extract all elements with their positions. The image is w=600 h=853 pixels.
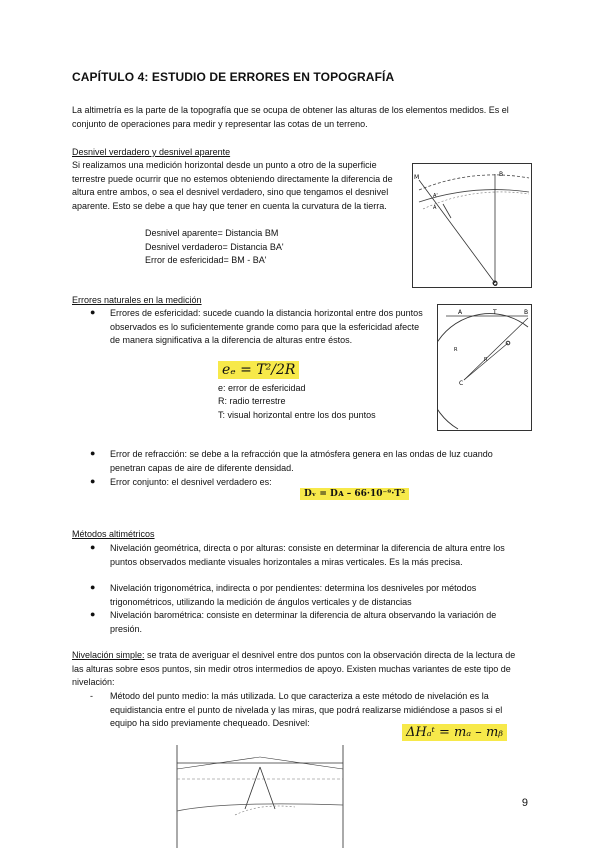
bullet-icon: ● — [90, 542, 96, 552]
bullet-nivelacion-geometrica: Nivelación geométrica, directa o por alturas: consiste en determinar la diferencia de altura entre los puntos observados mediante visuales horizontales a miras verticales. Es la más precisa. — [110, 543, 505, 567]
page-number: 9 — [521, 797, 528, 809]
fig1-label-a: A — [433, 205, 437, 211]
bullet-error-esfericidad: Errores de esfericidad: sucede cuando la distancia horizontal entre dos puntos observados es lo suficientemente grande como para que la esfericidad afecte de manera significativa a la diferencia de alturas entre éstos. — [110, 308, 423, 346]
formula-desnivel-punto-medio: ΔHₐᵗ = mₐ – mᵦ — [402, 724, 507, 741]
fig2-label-c: C — [459, 380, 464, 387]
bullet-icon: ● — [90, 609, 96, 619]
fig2-label-t: T — [493, 309, 497, 316]
bullet-icon: ● — [90, 307, 96, 317]
dash-marker: - — [90, 691, 93, 701]
definition-r: R: radio terrestre — [218, 396, 286, 406]
fig2-label-b: B — [524, 309, 529, 316]
section-heading-desnivel: Desnivel verdadero y desnivel aparente — [72, 147, 231, 157]
figure-nivelacion-diagram — [165, 745, 355, 848]
fig1-label-o: O — [493, 281, 498, 287]
section-heading-nivelacion-simple: Nivelación simple: — [72, 650, 145, 660]
desnivel-paragraph: Si realizamos una medición horizontal desde un punto a otro de la superficie terrestre puede ocurrir que no estemos obteniendo directamente la diferencia de altura entre ambos, o sea el desnivel verdadero, sino que tengamos el desnivel aparente. Esto se debe a que hay que tener en cuenta la curvatura de la tierra. — [72, 160, 393, 211]
intro-paragraph: La altimetría es la parte de la topografía que se ocupa de obtener las alturas de los elementos medidos. Es el conjunto de operaciones para medir y representar las cotas de un terreno. — [72, 105, 509, 129]
bullet-nivelacion-barometrica: Nivelación barométrica: consiste en determinar la diferencia de altura observando la variación de presión. — [110, 610, 497, 634]
formula-desnivel-verdadero: Dᵥ = Dᴀ – 66·10⁻⁹·T² — [300, 488, 409, 500]
fig2-label-r2: R — [484, 357, 488, 363]
figure-desnivel-diagram — [412, 163, 532, 288]
bullet-error-refraccion: Error de refracción: se debe a la refracción que la atmósfera genera en las ondas de luz cuando penetran capas de aire de diferente densidad. — [110, 449, 493, 473]
bullet-nivelacion-trigonometrica: Nivelación trigonométrica, indirecta o por pendientes: determina los desniveles por métodos trigonométricos, utilizando la medición de ángulos verticales y de distancias — [110, 583, 477, 607]
figure-esfericidad-diagram — [437, 304, 532, 431]
section-heading-metodos: Métodos altimétricos — [72, 529, 155, 539]
definition-e: e: error de esfericidad — [218, 383, 306, 393]
fig1-label-b: B — [499, 171, 504, 178]
fig1-label-a-prime: A' — [433, 193, 438, 199]
equation-error-esfericidad: Error de esfericidad= BM - BA' — [145, 255, 267, 265]
fig1-label-m: M — [414, 174, 420, 181]
nivelacion-simple-text: se trata de averiguar el desnivel entre dos puntos con la observación directa de la lectura de las alturas sobre esos puntos, sin medir otros intermedios de apoyo. Existen muchas variantes de este tipo de nivelación: — [72, 650, 516, 688]
page-title: CAPÍTULO 4: ESTUDIO DE ERRORES EN TOPOGRAFÍA — [72, 70, 395, 84]
section-heading-errores-naturales: Errores naturales en la medición — [72, 295, 202, 305]
fig2-label-a: A — [458, 309, 463, 316]
nivelacion-simple-paragraph — [72, 649, 522, 690]
bullet-error-conjunto: Error conjunto: el desnivel verdadero es: — [110, 477, 272, 487]
fig2-label-r1: R — [454, 347, 458, 353]
formula-esfericidad: eₑ = T²/2R — [218, 361, 299, 379]
equation-desnivel-aparente: Desnivel aparente= Distancia BM — [145, 228, 279, 238]
definition-t: T: visual horizontal entre los dos puntos — [218, 410, 376, 420]
equation-desnivel-verdadero: Desnivel verdadero= Distancia BA' — [145, 242, 284, 252]
bullet-icon: ● — [90, 476, 96, 486]
item-metodo-punto-medio: Método del punto medio: la más utilizada. Lo que caracteriza a este método de nivelación es la equidistancia entre el punto de nivelada y las miras, que podrá realizarse midiéndose a pasos si el equipo ha sido previamente chequeado. Desnivel: — [110, 691, 503, 729]
bullet-icon: ● — [90, 448, 96, 458]
bullet-icon: ● — [90, 582, 96, 592]
